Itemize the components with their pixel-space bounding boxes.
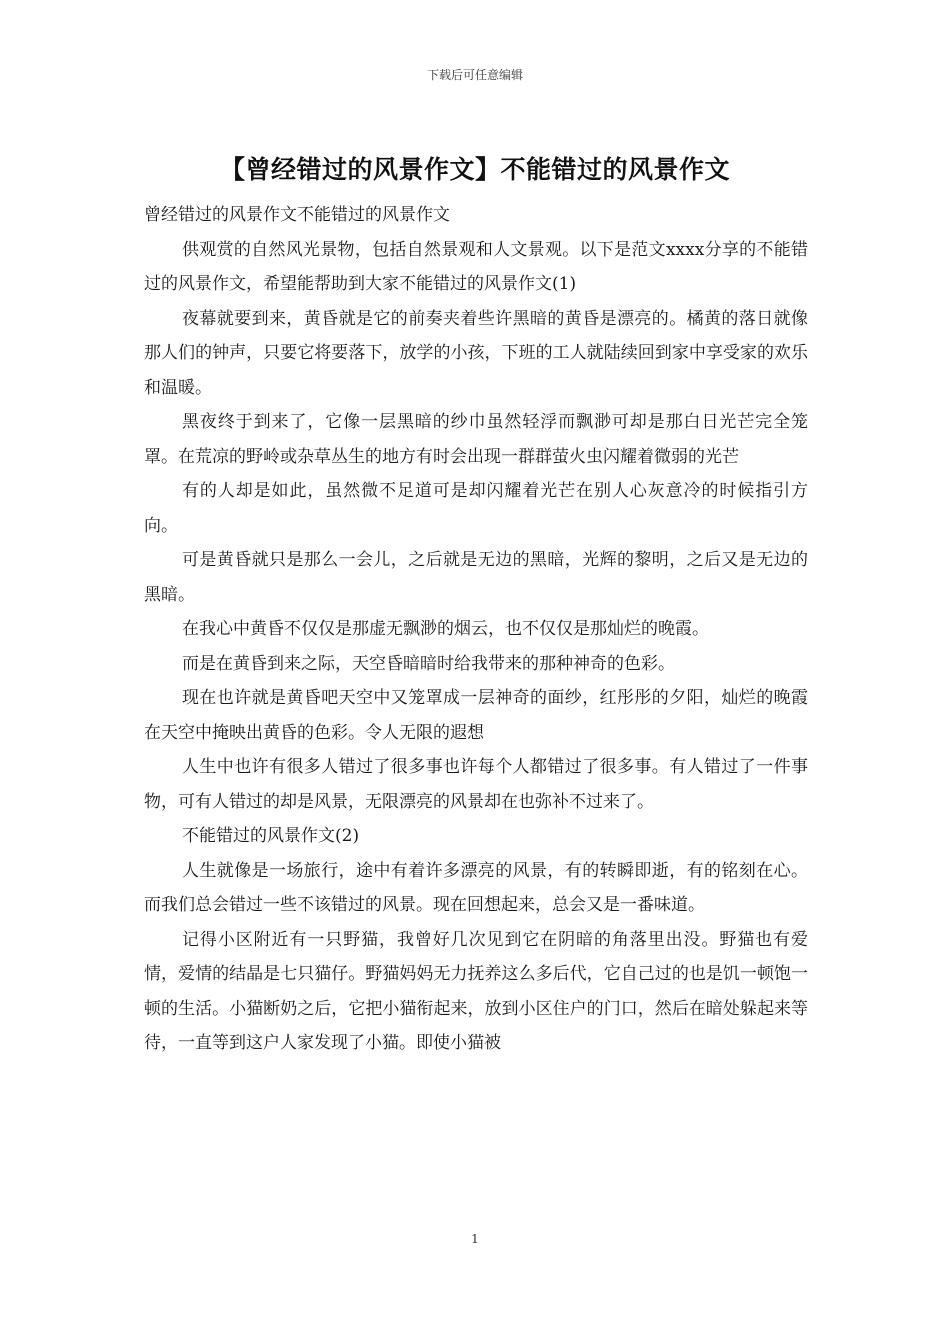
paragraph: 现在也许就是黄昏吧天空中又笼罩成一层神奇的面纱，红彤彤的夕阳，灿烂的晚霞在天空中掩映出黄昏的色彩。令人无限的遐想 bbox=[144, 688, 808, 743]
paragraph: 夜幕就要到来，黄昏就是它的前奏夹着些许黑暗的黄昏是漂亮的。橘黄的落日就像那人们的钟声，只要它将要落下，放学的小孩，下班的工人就陆续回到家中享受家的欢乐和温暖。 bbox=[144, 308, 808, 398]
document-title: 【曾经错过的风景作文】不能错过的风景作文 bbox=[219, 155, 730, 184]
document-body bbox=[144, 198, 808, 1061]
paragraph: 可是黄昏就只是那么一会儿，之后就是无边的黑暗，光辉的黎明，之后又是无边的黑暗。 bbox=[144, 550, 808, 605]
paragraph: 记得小区附近有一只野猫，我曾好几次见到它在阴暗的角落里出没。野猫也有爱情，爱情的结晶是七只猫仔。野猫妈妈无力抚养这么多后代，它自己过的也是饥一顿饱一顿的生活。小猫断奶之后，它把小猫衔起来，放到小区住户的门口，然后在暗处躲起来等待，一直等到这户人家发现了小猫。即使小猫被 bbox=[144, 929, 808, 1053]
paragraph: 黑夜终于到来了，它像一层黑暗的纱巾虽然轻浮而飘渺可却是那白日光芒完全笼罩。在荒凉的野岭或杂草丛生的地方有时会出现一群群萤火虫闪耀着微弱的光芒 bbox=[144, 412, 808, 467]
paragraph: 在我心中黄昏不仅仅是那虚无飘渺的烟云，也不仅仅是那灿烂的晚霞。 bbox=[182, 619, 709, 639]
paragraph: 而是在黄昏到来之际，天空昏暗暗时给我带来的那种神奇的色彩。 bbox=[182, 653, 675, 674]
paragraph: 供观赏的自然风光景物，包括自然景观和人文景观。以下是范文xxxx分享的不能错过的风景作文，希望能帮助到大家不能错过的风景作文(1) bbox=[144, 239, 808, 294]
document-subtitle: 曾经错过的风景作文不能错过的风景作文 bbox=[144, 205, 450, 225]
paragraph: 人生就像是一场旅行，途中有着许多漂亮的风景，有的转瞬即逝，有的铭刻在心。而我们总会错过一些不该错过的风景。现在回想起来，总会又是一番味道。 bbox=[144, 860, 808, 915]
page-header: 下载后可任意编辑 bbox=[426, 68, 523, 82]
paragraph: 人生中也许有很多人错过了很多事也许每个人都错过了很多事。有人错过了一件事物，可有人错过的却是风景，无限漂亮的风景却在也弥补不过来了。 bbox=[144, 757, 808, 812]
paragraph: 有的人却是如此，虽然微不足道可是却闪耀着光芒在别人心灰意冷的时候指引方向。 bbox=[144, 481, 808, 536]
page-number: 1 bbox=[471, 1232, 479, 1246]
section-heading: 不能错过的风景作文(2) bbox=[182, 826, 360, 846]
